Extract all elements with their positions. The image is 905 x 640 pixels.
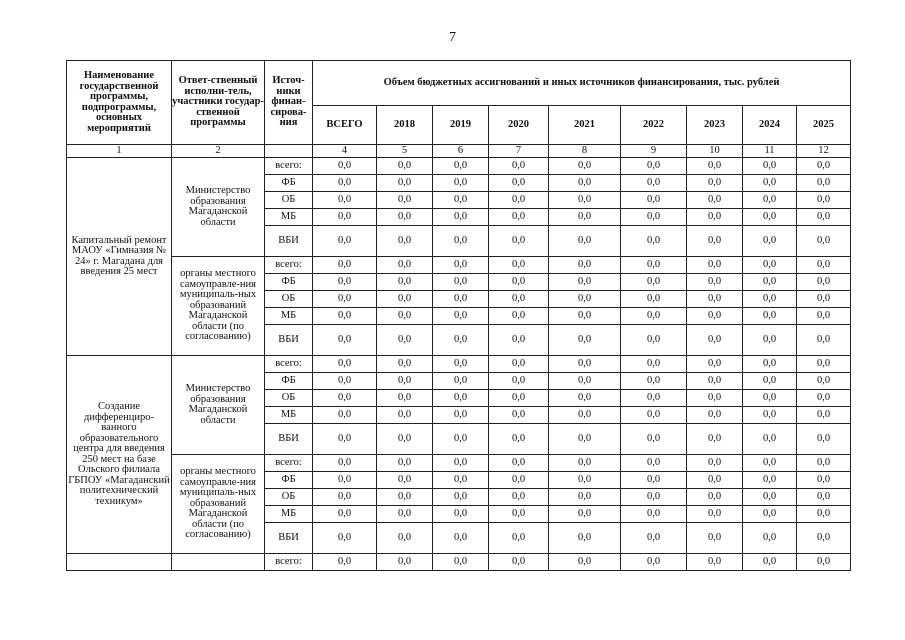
amount-cell: 0,0 (687, 554, 743, 571)
amount-cell: 0,0 (313, 356, 377, 373)
amount-cell: 0,0 (313, 175, 377, 192)
amount-cell: 0,0 (313, 274, 377, 291)
amount-cell: 0,0 (797, 325, 851, 356)
amount-cell: 0,0 (797, 523, 851, 554)
amount-cell: 0,0 (621, 489, 687, 506)
amount-cell: 0,0 (549, 257, 621, 274)
header-source: Источ-ники финан-сирова-ния (265, 61, 313, 145)
year-header: 2022 (621, 106, 687, 145)
amount-cell: 0,0 (621, 407, 687, 424)
amount-cell: 0,0 (489, 274, 549, 291)
amount-cell: 0,0 (549, 158, 621, 175)
program-name: Капитальный ремонт МАОУ «Гимназия № 24» г. Магадана для введения 25 мест (67, 158, 172, 356)
year-header: 2024 (743, 106, 797, 145)
amount-cell: 0,0 (549, 390, 621, 407)
amount-cell: 0,0 (433, 390, 489, 407)
amount-cell: 0,0 (797, 373, 851, 390)
amount-cell: 0,0 (687, 308, 743, 325)
column-number: 11 (743, 145, 797, 158)
page-number: 7 (449, 30, 456, 45)
amount-cell: 0,0 (621, 325, 687, 356)
amount-cell: 0,0 (687, 407, 743, 424)
column-number (265, 145, 313, 158)
participant (172, 554, 265, 571)
amount-cell: 0,0 (377, 192, 433, 209)
amount-cell: 0,0 (433, 373, 489, 390)
amount-cell: 0,0 (489, 226, 549, 257)
amount-cell: 0,0 (489, 175, 549, 192)
table-row (67, 158, 851, 175)
amount-cell: 0,0 (549, 455, 621, 472)
amount-cell: 0,0 (687, 158, 743, 175)
amount-cell: 0,0 (489, 158, 549, 175)
amount-cell: 0,0 (433, 274, 489, 291)
participant: органы местного самоуправле-ния муниципаль-ных образований Магаданской области (по согласованию) (172, 257, 265, 356)
table-row (67, 554, 851, 571)
year-header: 2023 (687, 106, 743, 145)
amount-cell: 0,0 (313, 424, 377, 455)
amount-cell: 0,0 (797, 506, 851, 523)
amount-cell: 0,0 (377, 209, 433, 226)
amount-cell: 0,0 (489, 407, 549, 424)
amount-cell: 0,0 (313, 257, 377, 274)
budget-table (66, 60, 851, 571)
amount-cell: 0,0 (489, 506, 549, 523)
amount-cell: 0,0 (377, 325, 433, 356)
amount-cell: 0,0 (549, 175, 621, 192)
amount-cell: 0,0 (313, 158, 377, 175)
funding-source: ОБ (265, 291, 313, 308)
amount-cell: 0,0 (549, 209, 621, 226)
column-number: 10 (687, 145, 743, 158)
column-number: 8 (549, 145, 621, 158)
amount-cell: 0,0 (797, 209, 851, 226)
amount-cell: 0,0 (743, 523, 797, 554)
amount-cell: 0,0 (377, 291, 433, 308)
table-row (67, 257, 851, 274)
amount-cell: 0,0 (687, 291, 743, 308)
amount-cell: 0,0 (433, 192, 489, 209)
amount-cell: 0,0 (313, 291, 377, 308)
header-volume: Объем бюджетных ассигнований и иных источников финансирования, тыс. рублей (313, 61, 851, 106)
amount-cell: 0,0 (489, 356, 549, 373)
amount-cell: 0,0 (797, 192, 851, 209)
year-header: 2020 (489, 106, 549, 145)
amount-cell: 0,0 (797, 489, 851, 506)
amount-cell: 0,0 (687, 455, 743, 472)
amount-cell: 0,0 (313, 554, 377, 571)
amount-cell: 0,0 (377, 424, 433, 455)
amount-cell: 0,0 (797, 390, 851, 407)
funding-source: ОБ (265, 489, 313, 506)
amount-cell: 0,0 (687, 226, 743, 257)
amount-cell: 0,0 (489, 308, 549, 325)
amount-cell: 0,0 (377, 489, 433, 506)
amount-cell: 0,0 (433, 472, 489, 489)
amount-cell: 0,0 (313, 390, 377, 407)
amount-cell: 0,0 (743, 554, 797, 571)
amount-cell: 0,0 (549, 407, 621, 424)
amount-cell: 0,0 (743, 356, 797, 373)
amount-cell: 0,0 (621, 472, 687, 489)
amount-cell: 0,0 (549, 308, 621, 325)
year-header: 2021 (549, 106, 621, 145)
amount-cell: 0,0 (621, 274, 687, 291)
amount-cell: 0,0 (433, 209, 489, 226)
amount-cell: 0,0 (621, 175, 687, 192)
amount-cell: 0,0 (433, 226, 489, 257)
amount-cell: 0,0 (489, 291, 549, 308)
funding-source: ВБИ (265, 424, 313, 455)
amount-cell: 0,0 (313, 209, 377, 226)
amount-cell: 0,0 (743, 257, 797, 274)
amount-cell: 0,0 (687, 325, 743, 356)
amount-cell: 0,0 (797, 175, 851, 192)
amount-cell: 0,0 (377, 523, 433, 554)
amount-cell: 0,0 (743, 158, 797, 175)
amount-cell: 0,0 (433, 506, 489, 523)
amount-cell: 0,0 (687, 472, 743, 489)
funding-source: ФБ (265, 274, 313, 291)
amount-cell: 0,0 (797, 274, 851, 291)
amount-cell: 0,0 (313, 472, 377, 489)
header-name: Наименование государственной программы, подпрограммы, основных мероприятий (67, 61, 172, 145)
amount-cell: 0,0 (797, 472, 851, 489)
year-header: 2018 (377, 106, 433, 145)
amount-cell: 0,0 (743, 175, 797, 192)
amount-cell: 0,0 (377, 356, 433, 373)
amount-cell: 0,0 (313, 226, 377, 257)
amount-cell: 0,0 (433, 291, 489, 308)
amount-cell: 0,0 (687, 390, 743, 407)
amount-cell: 0,0 (687, 274, 743, 291)
amount-cell: 0,0 (797, 158, 851, 175)
column-number: 9 (621, 145, 687, 158)
funding-source: ФБ (265, 472, 313, 489)
participant: Министерство образования Магаданской области (172, 158, 265, 257)
amount-cell: 0,0 (377, 257, 433, 274)
amount-cell: 0,0 (549, 523, 621, 554)
funding-source: МБ (265, 506, 313, 523)
funding-source: ОБ (265, 390, 313, 407)
amount-cell: 0,0 (621, 424, 687, 455)
amount-cell: 0,0 (621, 257, 687, 274)
column-number: 4 (313, 145, 377, 158)
amount-cell: 0,0 (313, 407, 377, 424)
funding-source: МБ (265, 308, 313, 325)
amount-cell: 0,0 (489, 455, 549, 472)
amount-cell: 0,0 (313, 489, 377, 506)
amount-cell: 0,0 (313, 325, 377, 356)
funding-source: ФБ (265, 175, 313, 192)
amount-cell: 0,0 (797, 291, 851, 308)
amount-cell: 0,0 (433, 424, 489, 455)
amount-cell: 0,0 (549, 291, 621, 308)
amount-cell: 0,0 (433, 554, 489, 571)
amount-cell: 0,0 (687, 424, 743, 455)
amount-cell: 0,0 (433, 356, 489, 373)
amount-cell: 0,0 (377, 455, 433, 472)
amount-cell: 0,0 (743, 308, 797, 325)
amount-cell: 0,0 (433, 489, 489, 506)
amount-cell: 0,0 (433, 455, 489, 472)
amount-cell: 0,0 (797, 257, 851, 274)
amount-cell: 0,0 (687, 257, 743, 274)
amount-cell: 0,0 (797, 424, 851, 455)
amount-cell: 0,0 (687, 356, 743, 373)
amount-cell: 0,0 (489, 192, 549, 209)
amount-cell: 0,0 (489, 209, 549, 226)
amount-cell: 0,0 (621, 226, 687, 257)
column-number: 5 (377, 145, 433, 158)
funding-source: ВБИ (265, 325, 313, 356)
amount-cell: 0,0 (433, 158, 489, 175)
year-header: 2025 (797, 106, 851, 145)
funding-source: ФБ (265, 373, 313, 390)
column-number: 12 (797, 145, 851, 158)
amount-cell: 0,0 (433, 175, 489, 192)
amount-cell: 0,0 (489, 373, 549, 390)
amount-cell: 0,0 (489, 325, 549, 356)
funding-source: ВБИ (265, 523, 313, 554)
amount-cell: 0,0 (687, 175, 743, 192)
amount-cell: 0,0 (687, 209, 743, 226)
funding-source: ВБИ (265, 226, 313, 257)
funding-source: МБ (265, 209, 313, 226)
amount-cell: 0,0 (621, 356, 687, 373)
funding-source: всего: (265, 356, 313, 373)
amount-cell: 0,0 (549, 489, 621, 506)
header-responsible: Ответ-ственный исполни-тель, участники государ-ственной программы (172, 61, 265, 145)
amount-cell: 0,0 (743, 325, 797, 356)
amount-cell: 0,0 (687, 373, 743, 390)
amount-cell: 0,0 (743, 455, 797, 472)
amount-cell: 0,0 (687, 506, 743, 523)
amount-cell: 0,0 (797, 226, 851, 257)
amount-cell: 0,0 (313, 308, 377, 325)
amount-cell: 0,0 (797, 407, 851, 424)
funding-source: МБ (265, 407, 313, 424)
amount-cell: 0,0 (489, 472, 549, 489)
amount-cell: 0,0 (743, 424, 797, 455)
amount-cell: 0,0 (377, 373, 433, 390)
amount-cell: 0,0 (489, 489, 549, 506)
amount-cell: 0,0 (377, 506, 433, 523)
amount-cell: 0,0 (743, 489, 797, 506)
amount-cell: 0,0 (313, 455, 377, 472)
amount-cell: 0,0 (489, 554, 549, 571)
amount-cell: 0,0 (549, 472, 621, 489)
amount-cell: 0,0 (549, 274, 621, 291)
amount-cell: 0,0 (377, 472, 433, 489)
amount-cell: 0,0 (377, 407, 433, 424)
amount-cell: 0,0 (377, 226, 433, 257)
amount-cell: 0,0 (313, 523, 377, 554)
amount-cell: 0,0 (433, 257, 489, 274)
amount-cell: 0,0 (797, 356, 851, 373)
table-row (67, 356, 851, 373)
amount-cell: 0,0 (621, 390, 687, 407)
column-number: 2 (172, 145, 265, 158)
amount-cell: 0,0 (549, 554, 621, 571)
amount-cell: 0,0 (549, 373, 621, 390)
amount-cell: 0,0 (377, 308, 433, 325)
amount-cell: 0,0 (621, 506, 687, 523)
amount-cell: 0,0 (797, 455, 851, 472)
amount-cell: 0,0 (433, 407, 489, 424)
program-name (67, 554, 172, 571)
amount-cell: 0,0 (549, 325, 621, 356)
amount-cell: 0,0 (377, 390, 433, 407)
amount-cell: 0,0 (621, 209, 687, 226)
year-header: ВСЕГО (313, 106, 377, 145)
amount-cell: 0,0 (621, 523, 687, 554)
amount-cell: 0,0 (377, 554, 433, 571)
amount-cell: 0,0 (489, 424, 549, 455)
amount-cell: 0,0 (797, 308, 851, 325)
amount-cell: 0,0 (621, 192, 687, 209)
amount-cell: 0,0 (549, 424, 621, 455)
amount-cell: 0,0 (743, 407, 797, 424)
amount-cell: 0,0 (687, 523, 743, 554)
amount-cell: 0,0 (549, 192, 621, 209)
funding-source: всего: (265, 158, 313, 175)
amount-cell: 0,0 (433, 523, 489, 554)
amount-cell: 0,0 (377, 175, 433, 192)
amount-cell: 0,0 (743, 226, 797, 257)
funding-source: всего: (265, 257, 313, 274)
amount-cell: 0,0 (687, 192, 743, 209)
amount-cell: 0,0 (621, 455, 687, 472)
amount-cell: 0,0 (489, 390, 549, 407)
amount-cell: 0,0 (549, 506, 621, 523)
amount-cell: 0,0 (621, 291, 687, 308)
amount-cell: 0,0 (433, 325, 489, 356)
program-name: Создание дифференциро-ванного образовательного центра для введения 250 мест на базе Ольского филиала ГБПОУ «Магаданский политехнический техникум» (67, 356, 172, 554)
participant: органы местного самоуправле-ния муниципаль-ных образований Магаданской области (по согласованию) (172, 455, 265, 554)
amount-cell: 0,0 (743, 274, 797, 291)
funding-source: всего: (265, 455, 313, 472)
amount-cell: 0,0 (687, 489, 743, 506)
amount-cell: 0,0 (743, 506, 797, 523)
amount-cell: 0,0 (621, 308, 687, 325)
table-row (67, 455, 851, 472)
amount-cell: 0,0 (743, 209, 797, 226)
year-header: 2019 (433, 106, 489, 145)
amount-cell: 0,0 (743, 390, 797, 407)
amount-cell: 0,0 (743, 472, 797, 489)
column-number: 1 (67, 145, 172, 158)
amount-cell: 0,0 (621, 158, 687, 175)
amount-cell: 0,0 (743, 373, 797, 390)
amount-cell: 0,0 (313, 506, 377, 523)
amount-cell: 0,0 (313, 192, 377, 209)
participant: Министерство образования Магаданской области (172, 356, 265, 455)
funding-source: всего: (265, 554, 313, 571)
amount-cell: 0,0 (621, 373, 687, 390)
column-number: 6 (433, 145, 489, 158)
amount-cell: 0,0 (621, 554, 687, 571)
amount-cell: 0,0 (377, 158, 433, 175)
amount-cell: 0,0 (313, 373, 377, 390)
column-number: 7 (489, 145, 549, 158)
amount-cell: 0,0 (489, 257, 549, 274)
amount-cell: 0,0 (549, 356, 621, 373)
funding-source: ОБ (265, 192, 313, 209)
amount-cell: 0,0 (743, 291, 797, 308)
amount-cell: 0,0 (489, 523, 549, 554)
amount-cell: 0,0 (377, 274, 433, 291)
amount-cell: 0,0 (743, 192, 797, 209)
amount-cell: 0,0 (433, 308, 489, 325)
amount-cell: 0,0 (549, 226, 621, 257)
amount-cell: 0,0 (797, 554, 851, 571)
